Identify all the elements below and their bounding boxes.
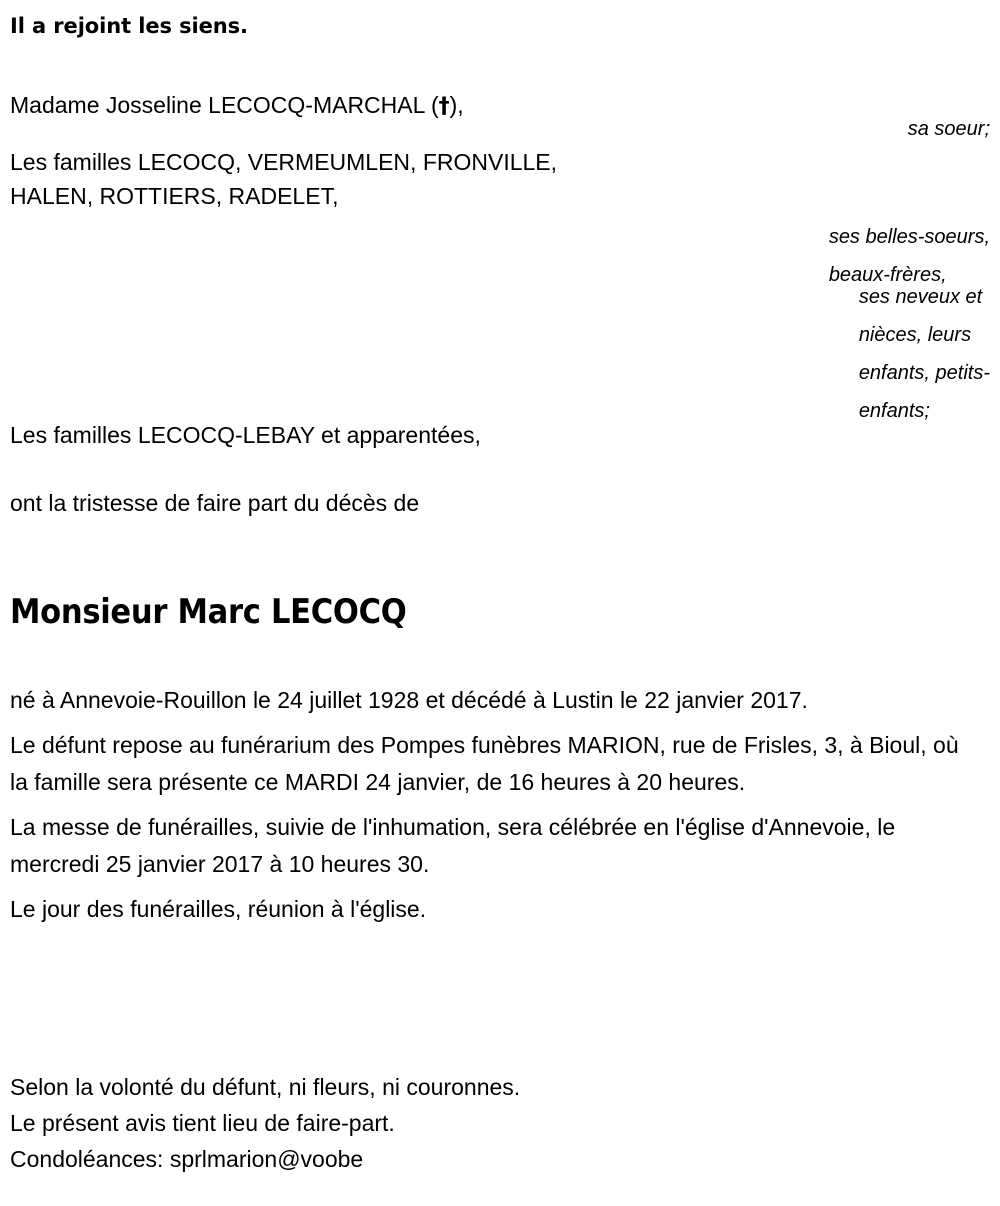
closing-line-condolences: Condoléances: sprlmarion@voobe: [10, 1146, 364, 1172]
relation-line-beaux-freres: beaux-frères,: [828, 264, 947, 286]
paragraph-funeral-home: Le défunt repose au funérarium des Pompes funèbres MARION, rue de Frisles, 3, à Bioul, où la famille sera présente ce MARDI 24 janvier, de 16 heures à 20 heures.: [10, 732, 959, 795]
paragraph-mass-details: La messe de funérailles, suivie de l'inhumation, sera célébrée en l'église d'Annevoie, le mercredi 25 janvier 2017 à 10 heures 30.: [10, 814, 896, 877]
announcement-line: ont la tristesse de faire part du décès de: [10, 490, 420, 516]
survivor-line-families-1: Les familles LECOCQ, VERMEUMLEN, FRONVILLE,: [10, 149, 558, 175]
relation-line-belles-soeurs: ses belles-soeurs,: [828, 226, 990, 248]
notice-headline: Il a rejoint les siens.: [10, 14, 248, 38]
spacer: [10, 351, 710, 397]
closing-line-no-flowers: Selon la volonté du défunt, ni fleurs, ni couronnes.: [10, 1074, 521, 1100]
spacer: [10, 213, 710, 259]
spacer: [10, 452, 710, 486]
spacer: [10, 397, 710, 418]
survivor-spouse-suffix: ),: [449, 92, 464, 118]
closing-line-faire-part: Le présent avis tient lieu de faire-part.: [10, 1110, 395, 1136]
spacer: [10, 124, 710, 145]
relation-line-enfants-petits: enfants, petits-: [858, 362, 990, 384]
body-text-block: [10, 682, 975, 928]
relation-line-sister: sa soeur;: [907, 118, 990, 140]
relation-group-sister: [908, 110, 990, 148]
survivor-line-families-2: HALEN, ROTTIERS, RADELET,: [10, 183, 339, 209]
paragraph-birth-death: né à Annevoie-Rouillon le 24 juillet 1928 et décédé à Lustin le 22 janvier 2017.: [10, 687, 808, 713]
spacer: [10, 259, 710, 305]
relation-group-nephews-nieces: [859, 278, 990, 430]
closing-block: [10, 1069, 975, 1177]
spacer: [10, 305, 710, 351]
relation-line-nieces: nièces, leurs: [858, 324, 972, 346]
survivor-spouse-name: Madame Josseline LECOCQ-MARCHAL (: [10, 92, 439, 118]
deceased-name: Monsieur Marc LECOCQ: [10, 592, 407, 632]
relation-line-petits-enfants: enfants;: [858, 400, 930, 422]
paragraph-gathering: Le jour des funérailles, réunion à l'église.: [10, 896, 427, 922]
survivor-line-spouse: [10, 88, 710, 124]
cross-dagger-icon: †: [438, 94, 450, 119]
survivors-column: [10, 88, 710, 520]
survivor-line-families-3: Les familles LECOCQ-LEBAY et apparentées,: [10, 422, 481, 448]
relation-line-neveux: ses neveux et: [858, 286, 983, 308]
